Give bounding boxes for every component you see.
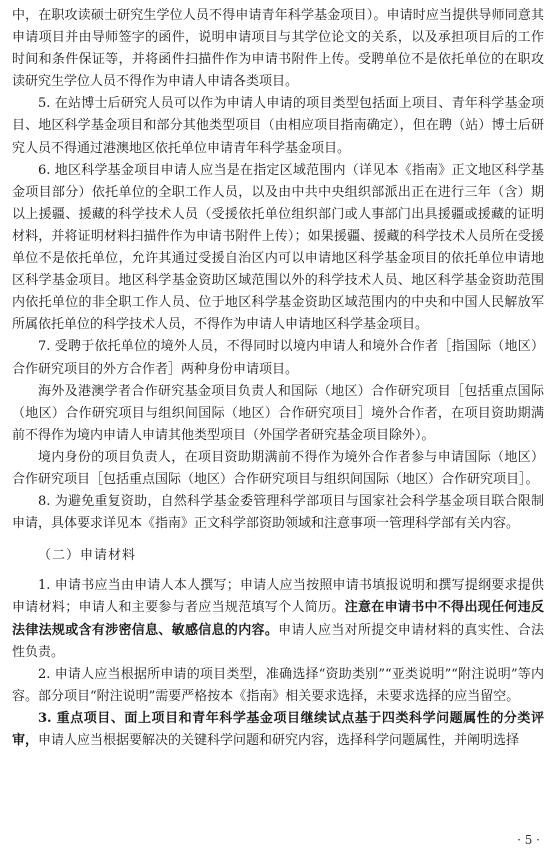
text-segment: 6. 地区科学基金项目申请人应当是在指定区域范围内（详见本《指南》正文地区科学基金项目部分）依托单位的全职工作人员，以及由中共中央组织部派出正在进行三年（含）期以上援疆、援藏的科学技术人员（受援依托单位组织部门或人事部门出具援疆或援藏的证明材料，并将证明材料扫描件作为申请书附件上传）；如果援疆、援藏的科学技术人员所在受援单位不是依托单位，允许其通过受援自治区内可以申请地区科学基金项目的依托单位申请地区科学基金项目。地区科学基金资助区域范围以外的科学技术人员、地区科学基金资助范围内依托单位的非全职工作人员、位于地区科学基金资助区域范围内的中央和中国人民解放军所属依托单位的科学技术人员，不得作为申请人申请地区科学基金项目。 xyxy=(12,162,544,333)
paragraph-item-5 xyxy=(12,93,544,159)
paragraph-item-8 xyxy=(12,491,544,535)
text-segment: 5. 在站博士后研究人员可以作为申请人申请的项目类型包括面上项目、青年科学基金项目、地区科学基金项目和部分其他类型项目（由相应项目指南确定），但在聘（站）博士后研究人员不得通过港澳地区依托单位申请青年科学基金项目。 xyxy=(12,96,544,156)
bold-text-segment: 注意在申请书中不得出现任何违反法律法规或含有涉密信息、敏感信息的内容。 xyxy=(12,600,544,638)
text-segment: （二）申请材料 xyxy=(38,548,137,564)
section-heading xyxy=(12,545,544,567)
text-segment: 境内身份的项目负责人，在项目资助期满前不得作为境外合作者参与申请国际（地区）合作研究项目［包括重点国际（地区）合作研究项目与组织间国际（地区）合作研究项目］。 xyxy=(12,449,544,487)
bold-text-segment: 3. 重点项目、面上项目和青年科学基金项目继续试点基于四类科学问题属性的分类评审， xyxy=(12,710,544,748)
paragraph-item-6 xyxy=(12,160,544,337)
paragraph-continuation xyxy=(12,5,544,93)
text-segment: 8. 为避免重复资助，自然科学基金委管理科学部项目与国家社会科学基金项目联合限制申请，具体要求详见本《指南》正文科学部资助领域和注意事项一管理科学部有关内容。 xyxy=(12,494,544,532)
text-segment: 海外及港澳学者合作研究基金项目负责人和国际（地区）合作研究项目［包括重点国际（地区）合作研究项目与组织间国际（地区）合作研究项目］境外合作者，在项目资助期满前不得作为境内申请人申请其他类型项目（外国学者研究基金项目除外）。 xyxy=(12,383,544,443)
paragraph-materials-3 xyxy=(12,708,544,752)
paragraph-materials-2 xyxy=(12,664,544,708)
text-segment: 7. 受聘于依托单位的境外人员，不得同时以境内申请人和境外合作者［指国际（地区）合作研究项目的外方合作者］两种身份申请项目。 xyxy=(12,339,544,377)
paragraph-item-7 xyxy=(12,336,544,380)
text-segment: 中，在职攻读硕士研究生学位人员不得申请青年科学基金项目）。申请时应当提供导师同意其申请项目并由导师签字的函件，说明申请项目与其学位论文的关系，以及承担项目后的工作时间和条件保证等，并将函件扫描件作为申请书附件上传。受聘单位不是依托单位的在职攻读研究生学位人员不得作为申请人申请各类项目。 xyxy=(12,8,544,90)
text-segment: 申请人应当对所提交申请材料的真实性、合法性负责。 xyxy=(12,622,544,660)
text-segment: 1. 申请书应当由申请人本人撰写；申请人应当按照申请书填报说明和撰写提纲要求提供申请材料；申请人和主要参与者应当规范填写个人简历。 xyxy=(12,578,544,616)
document-page xyxy=(12,0,544,752)
paragraph-domestic-leader xyxy=(12,447,544,491)
paragraph-materials-1 xyxy=(12,575,544,663)
page-number: · 5 · xyxy=(517,833,540,847)
paragraph-overseas-scholars xyxy=(12,381,544,447)
text-segment: 申请人应当根据要解决的关键科学问题和研究内容，选择科学问题属性，并阐明选择 xyxy=(38,733,520,748)
text-segment: 2. 申请人应当根据所申请的项目类型，准确选择“资助类别”“亚类说明”“附注说明”等内容。部分项目“附注说明”需要严格按本《指南》相关要求选择，未要求选择的应当留空。 xyxy=(12,666,544,704)
